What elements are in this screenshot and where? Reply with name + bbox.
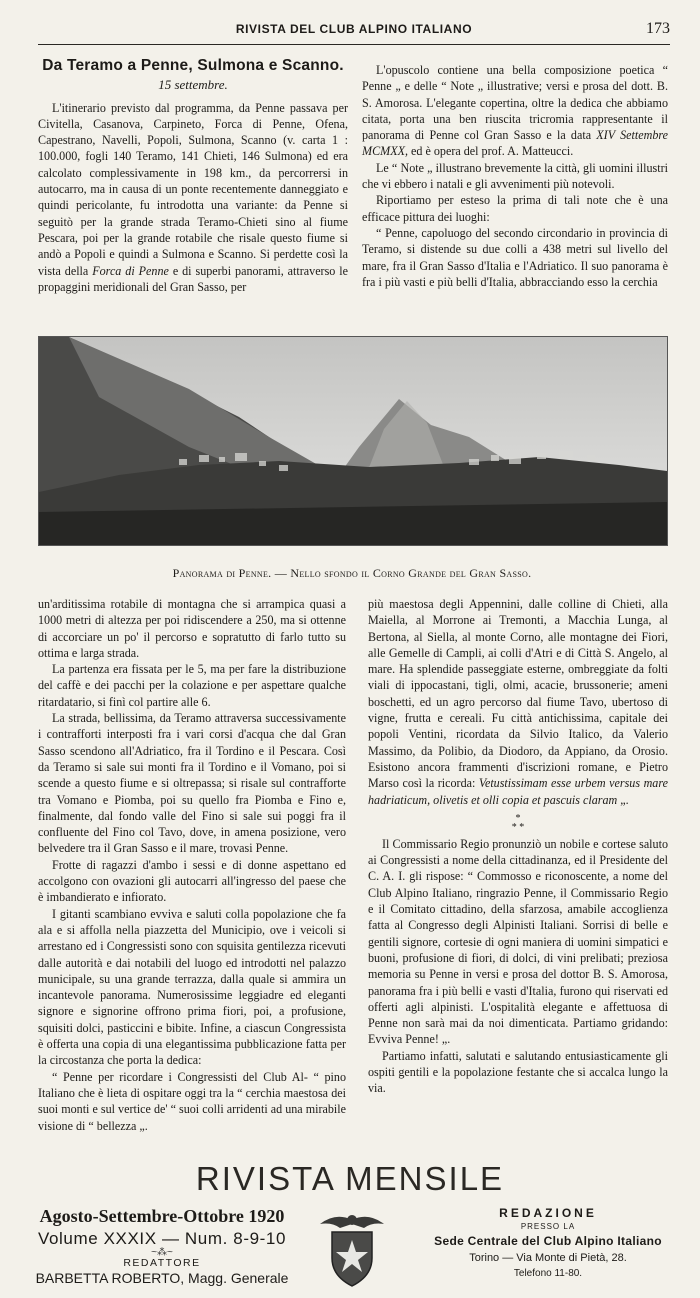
paragraph: I gitanti scambiano evviva e saluti colla popolazione che fa ala e si affolla nella piazzetta del Municipio, ove i veicoli si arrestano ed i Congressisti sono con squisita gentilezza ricevuti dalle autorità e dai notabili del luogo ed introdotti nel palazzo municipale, su una grande terrazza, dalla quale si ammira un incantevole panorama. Numerosissime leggiadre ed eleganti signore e signorine offrono prima fiori, poi, a profusione, squisiti dolci, pasticcini e bibite. Infine, a ciascun Congressista è offerta una copia di una elegantissima pubblicazione fatta per la circostanza che porta la dedica:	[38, 906, 346, 1068]
paragraph: Le “ Note „ illustrano brevemente la città, gli uomini illustri che vi ebbero i natali e gli avvenimenti più notevoli.	[362, 160, 668, 192]
asterism-divider: * * *	[511, 812, 525, 833]
paragraph: La strada, bellissima, da Teramo attraversa successivamente i contrafforti interposti fra i vari corsi d'acqua che dal Gran Sasso scendono all'Adriatico, fra il Tordino e il Pescara. Così da Teramo si sale sui monti fra il Tordino e il Vomano, poi si scende a questo fiume e si oltrepassa; si risale sul contrafforte tra Vomano e Piomba, poi su quello fra Piomba e Fino e, finalmente, dal fondo valle del Fino si sale sui poggi fra il confluente del Fino col Tavo, dove, in amena posizione, vero belvedere tra il Gran Sasso e il mare, trovasi Penne.	[38, 711, 346, 856]
paragraph: Frotte di ragazzi d'ambo i sessi e di donne aspettano ed accolgono con ovazioni gli autocarri all'ingresso del paese che è imbandierato e infiorato.	[38, 857, 346, 905]
italic-date: XIV Settembre MCMXX,	[362, 128, 668, 159]
paragraph: La partenza era fissata per le 5, ma per fare la distribuzione del caffè e dei pacchi per la colazione e per aspettare qualche ritardatario, si finì col partire alle 6.	[38, 662, 346, 709]
sede-telephone: Telefono 11-80.	[513, 1268, 583, 1279]
paragraph: un'arditissima rotabile di montagna che si arrampica quasi a 1000 metri di altezza per poi ridiscendere a 250, ma si ottenne di accorciare un po' il percorso e sopratutto di farlo tutto su ottima e larga strada.	[38, 597, 346, 660]
paragraph: più maestosa degli Appennini, dalle colline di Chieti, alla Maiella, al Morrone ai Tremonti, a Macchia Lunga, al Bertona, al Siella, al monte Corno, alle montagne dei Fiori, alle Gemelle di Campli, ai colli d'Atri e di Città S. Angelo, al mare. Ha splendide passeggiate esterne, ombreggiate da folti viali di ippocastani, tigli, olmi, acacie, brussonerie; ameni boschetti, ed un agro percorso dal fiume Tavo, ubertoso di vigne, frutta e cereali. Fu città antichissima, capitale dei popoli Ventini, ricordata da Silvio Italico, da Valerio Massimo, da Polibio, da Diodoro, da Appiano, da Orosio. Esistono ancora frammenti d'iscrizioni romane, e Pietro Marso così la ricorda: Vetustissimam esse urbem versus mare hadriaticum, olivetis et olli copia et pascuis claram „.	[368, 597, 668, 807]
running-title: RIVISTA DEL CLUB ALPINO ITALIANO	[235, 22, 473, 36]
redattore-name: BARBETTA ROBERTO, Magg. Generale	[35, 1270, 289, 1286]
sede-address: Torino — Via Monte di Pietà, 28.	[469, 1252, 627, 1264]
photo-caption: Panorama di Penne. — Nello sfondo il Corno Grande del Gran Sasso.	[172, 566, 532, 580]
italic-place: Forca di Penne	[92, 263, 169, 278]
presso-label: PRESSO LA	[520, 1222, 576, 1231]
masthead	[0, 1160, 700, 1298]
paragraph: Il Commissario Regio pronunziò un nobile e cortese saluto ai Congressisti a nome della cittadinanza, ed il Presidente del C. A. I. gli rispose: “ Commosso e riconoscente, a nome del Club Alpino Italiano, ringrazio Penne, il Commissario Regio e il Comitato cittadino, della sfarzosa, amabile accoglienza fatta al Congresso degli Alpinisti Italiani. Sorrisi di belle e gentili signore, cortesie di ogni maniera di uomini simpatici e buoni, profusione di fiori, di dolci, di vini prelibati; preziosa memoria su Penne in versi e prosa del dottor B. S. Amorosa, panorama fra i più belli e vasti d'Italia, furono qui riservati ed offerti agli alpinisti. L'ospitalità elegante e affettuosa di Penne non sarà mai da noi dimenticata. Partiamo gridando: Evviva Penne! „.	[368, 836, 668, 1047]
issue-dates: Agosto-Settembre-Ottobre 1920	[39, 1206, 285, 1226]
club-emblem-icon	[316, 1210, 388, 1290]
article-title: Da Teramo a Penne, Sulmona e Scanno.	[42, 57, 344, 74]
running-header	[38, 16, 670, 45]
paragraph: “ Penne, capoluogo del secondo circondario in provincia di Teramo, si distende su due colli a 438 metri sul livello del mare, fra il Gran Sasso d'Italia e l'Adriatico. Il suo panorama è fra i più vasti e più belli d'Italia, abbracciando esso la cerchia	[362, 225, 668, 289]
masthead-right	[400, 1206, 696, 1279]
panorama-image	[39, 337, 667, 545]
masthead-left	[22, 1206, 302, 1286]
paragraph: L'itinerario previsto dal programma, da Penne passava per Civitella, Casanova, Carpineto, Forca di Penne, Ofena, Capestrano, Navelli, Popoli, Sulmona, Scanno (v. carta 1 : 100.000, fogli 140 Teramo, 141 Chieti, 146 Sulmona) ed era calcolato complessivamente in 198 km., da percorrersi in autocarro, ma in causa di un ponte recentemente danneggiato e quindi pericolante, fu introdotta una variante: da Penne si seguitò per la grande strada Teramo-Chieti sino al fiume Pescara, poi per la grande rotabile che risale questo fiume si andò a Popoli e quindi a Sulmona e Scanno. Si perdette così la vista della Forca di Penne e di superbi panorami, attraverso le propaggini meridionali del Gran Sasso, per	[38, 100, 349, 294]
redattore-label: REDATTORE	[123, 1257, 201, 1269]
page-number: 173	[646, 20, 670, 37]
lower-left-column	[38, 596, 346, 1134]
upper-left-column	[38, 58, 348, 295]
latin-quote: Vetustissimam esse urbem versus mare hadriaticum, olivetis et olli copia et pascuis claram	[368, 776, 668, 807]
masthead-title: RIVISTA MENSILE	[195, 1160, 505, 1197]
panorama-photo	[38, 336, 668, 546]
lower-right-column	[368, 596, 668, 1097]
paragraph: L'opuscolo contiene una bella composizione poetica “ Penne „ e delle “ Note „ illustrative; versi e prosa del dott. B. S. Amorosa. L'elegante copertina, oltre la dedica che abbiamo citata, porta una ben riuscita tricromia rappresentante il panorama di Penne col Gran Sasso e la data XIV Settembre MCMXX, ed è opera del prof. A. Matteucci.	[362, 63, 668, 159]
issue-volume: Volume XXXIX — Num. 8-9-10	[37, 1229, 287, 1248]
upper-right-column	[362, 62, 668, 290]
dedication-quote: “ Penne per ricordare i Congressisti del Club Al- “ pino Italiano che è lieta di ospitare oggi tra la “ cerchia maestosa dei suoi monti e sul vertice de' “ suoi colli arridenti ad una mirabile visione di “ bellezza „.	[38, 1069, 346, 1133]
redazione-label: REDAZIONE	[499, 1206, 597, 1220]
paragraph: Partiamo infatti, salutati e salutando entusiasticamente gli ospiti gentili e la popolazione festante che si accalca lungo la via.	[368, 1048, 668, 1096]
flourish-divider: ~⁂~	[151, 1247, 173, 1258]
sede-name: Sede Centrale del Club Alpino Italiano	[434, 1234, 662, 1248]
article-date: 15 settembre.	[158, 77, 228, 93]
paragraph: Riportiamo per esteso la prima di tali note che è una efficace pittura dei luoghi:	[362, 193, 668, 224]
